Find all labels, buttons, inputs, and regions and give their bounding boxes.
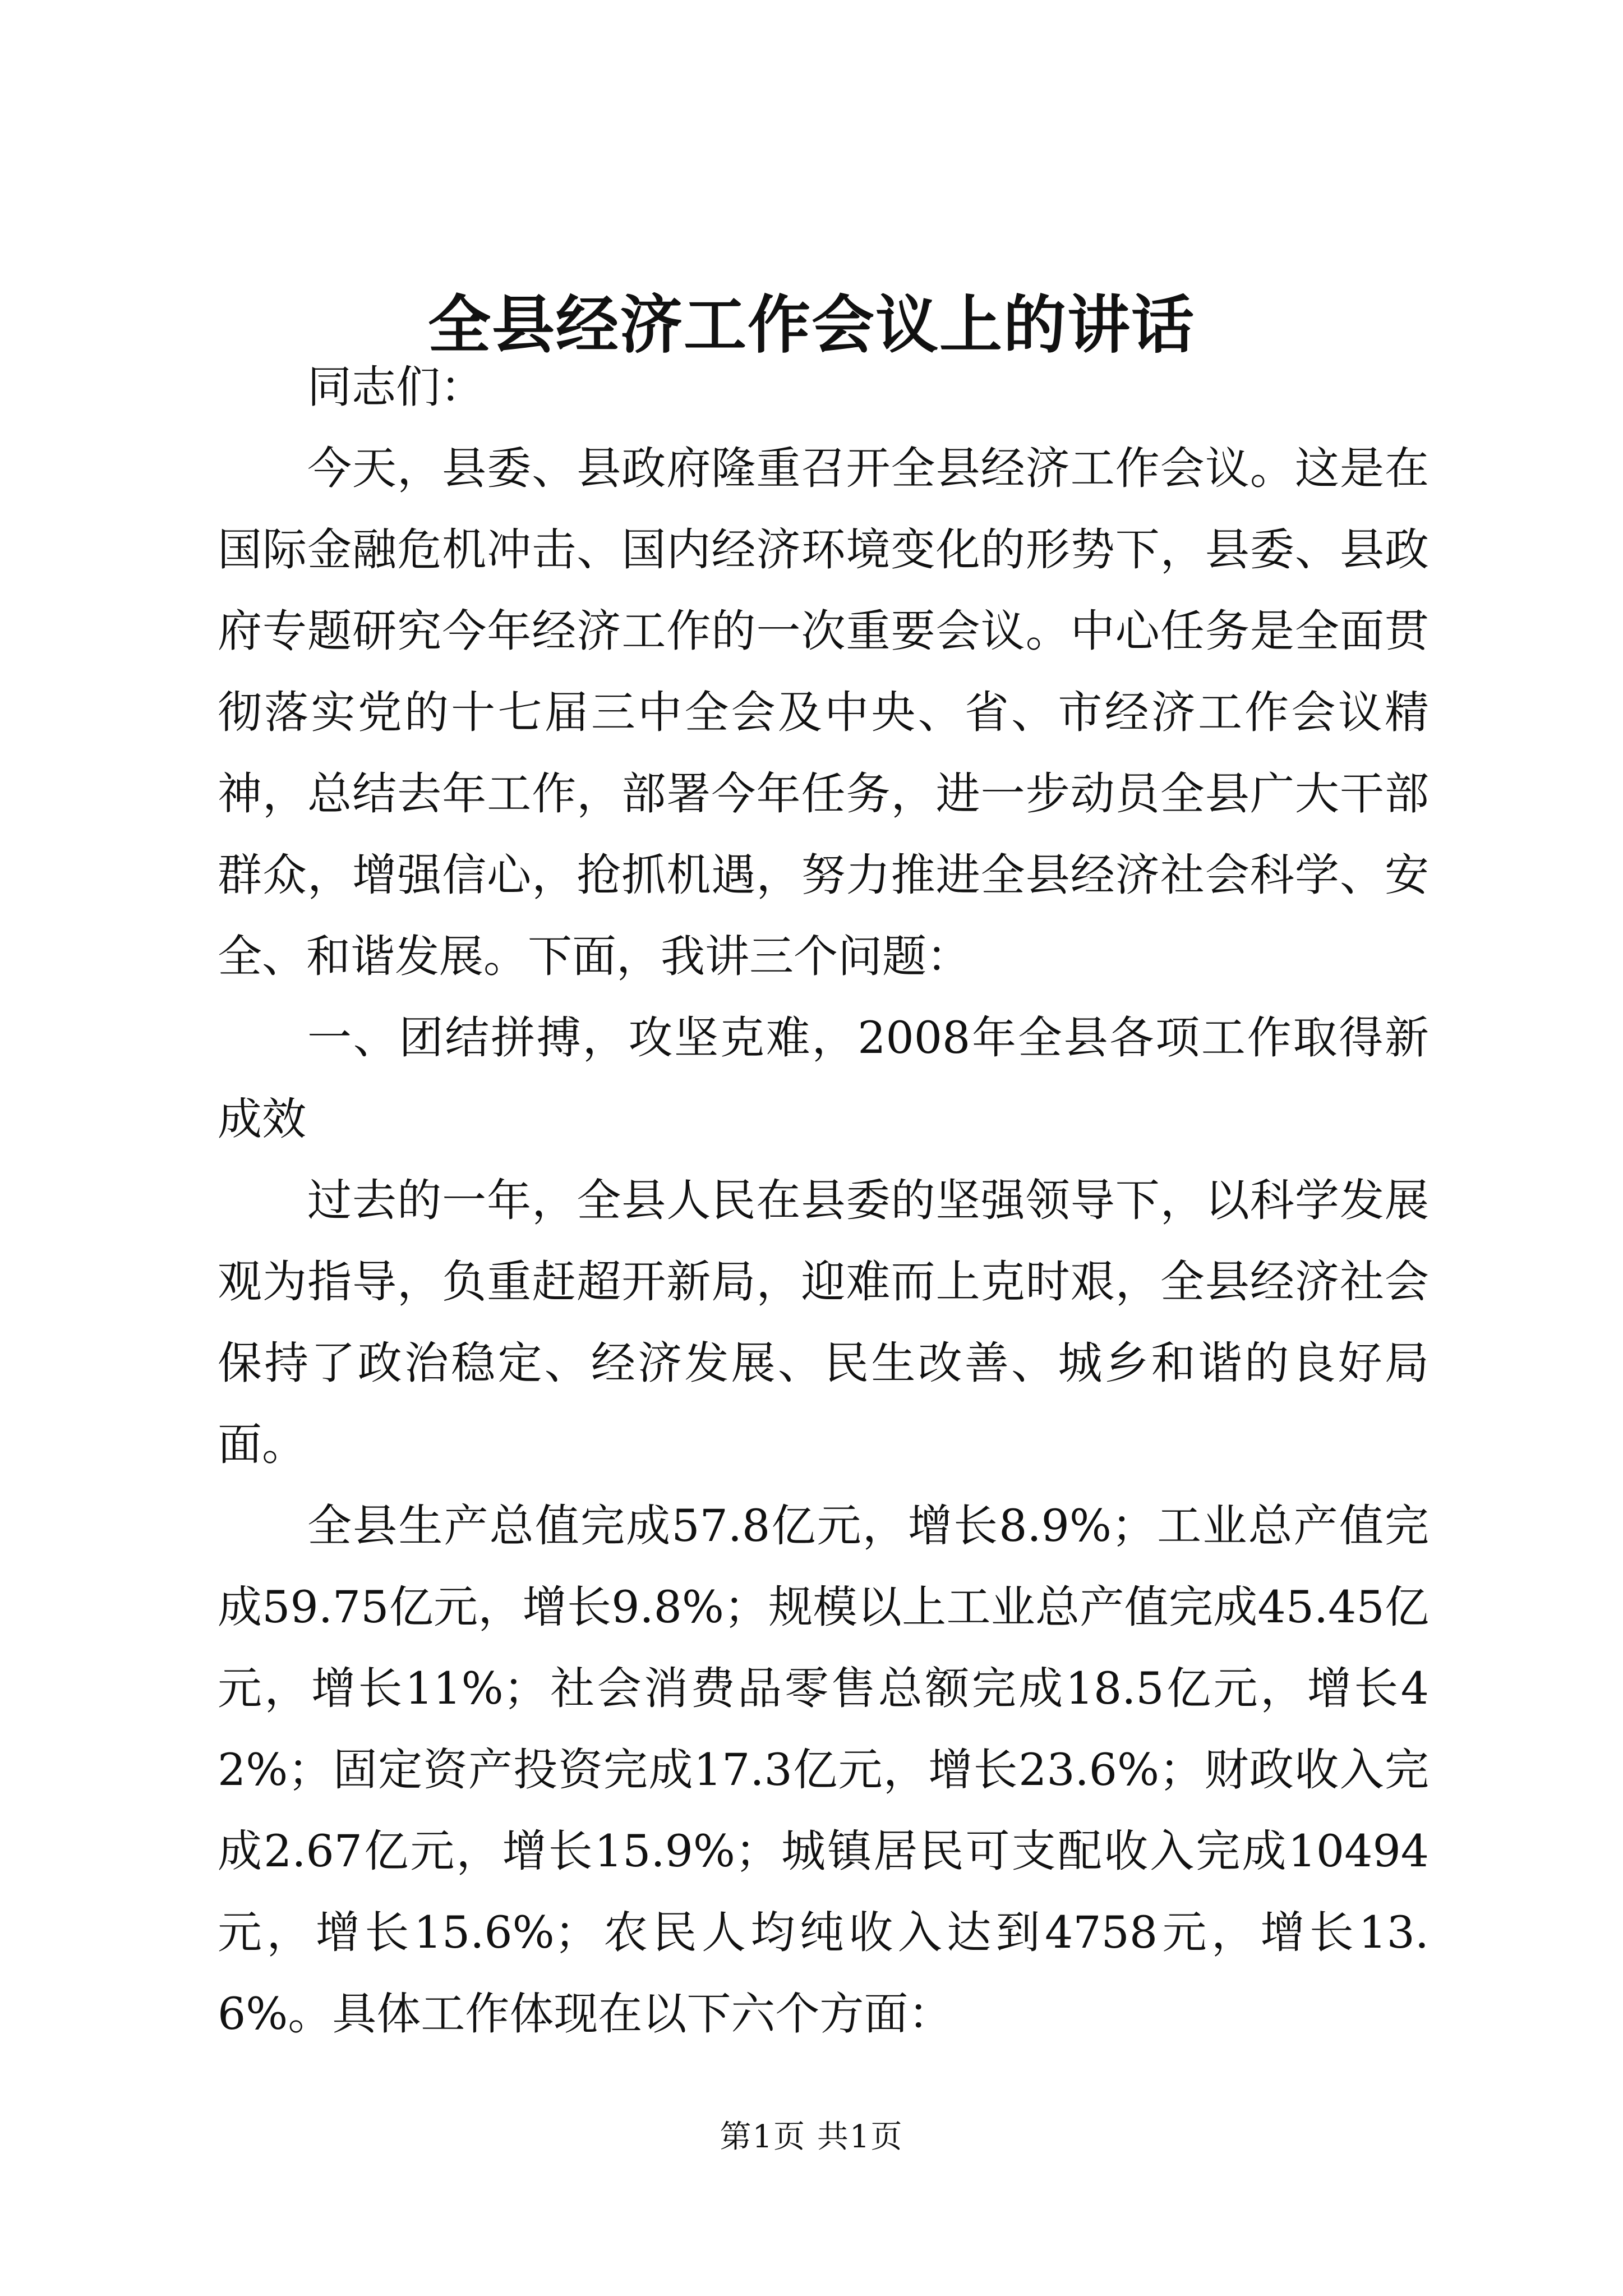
page-footer: 第1页 共1页 bbox=[720, 2119, 903, 2155]
document-title: 全县经济工作会议上的讲话 bbox=[428, 288, 1195, 362]
statistics-paragraph: 全县生产总值完成57.8亿元，增长8.9%；工业总产值完成59.75亿元，增长9.8%；规模以上工业总产值完成45.45亿元，增长11%；社会消费品零售总额完成18.5亿元，增长42%；固定资产投资完成17.3亿元，增长23.6%；财政收入完成2.67亿元，增长15.9%；城镇居民可支配收入完成10494元，增长15.6%；农民人均纯收入达到4758元，增长13.6%。具体工作体现在以下六个方面： bbox=[218, 1500, 1429, 2040]
salutation-paragraph: 同志们： bbox=[307, 361, 485, 413]
intro-paragraph: 今天，县委、县政府隆重召开全县经济工作会议。这是在国际金融危机冲击、国内经济环境变化的形势下，县委、县政府专题研究今年经济工作的一次重要会议。中心任务是全面贯彻落实党的十七届三中全会及中央、省、市经济工作会议精神，总结去年工作，部署今年任务，进一步动员全县广大干部群众，增强信心，抢抓机遇，努力推进全县经济社会科学、安全、和谐发展。下面，我讲三个问题： bbox=[218, 443, 1429, 982]
review-paragraph: 过去的一年，全县人民在县委的坚强领导下，以科学发展观为指导，负重赶超开新局，迎难而上克时艰，全县经济社会保持了政治稳定、经济发展、民生改善、城乡和谐的良好局面。 bbox=[218, 1175, 1429, 1470]
section-heading-paragraph: 一、团结拼搏，攻坚克难，2008年全县各项工作取得新成效 bbox=[218, 1012, 1429, 1145]
document-body bbox=[218, 347, 1429, 2055]
